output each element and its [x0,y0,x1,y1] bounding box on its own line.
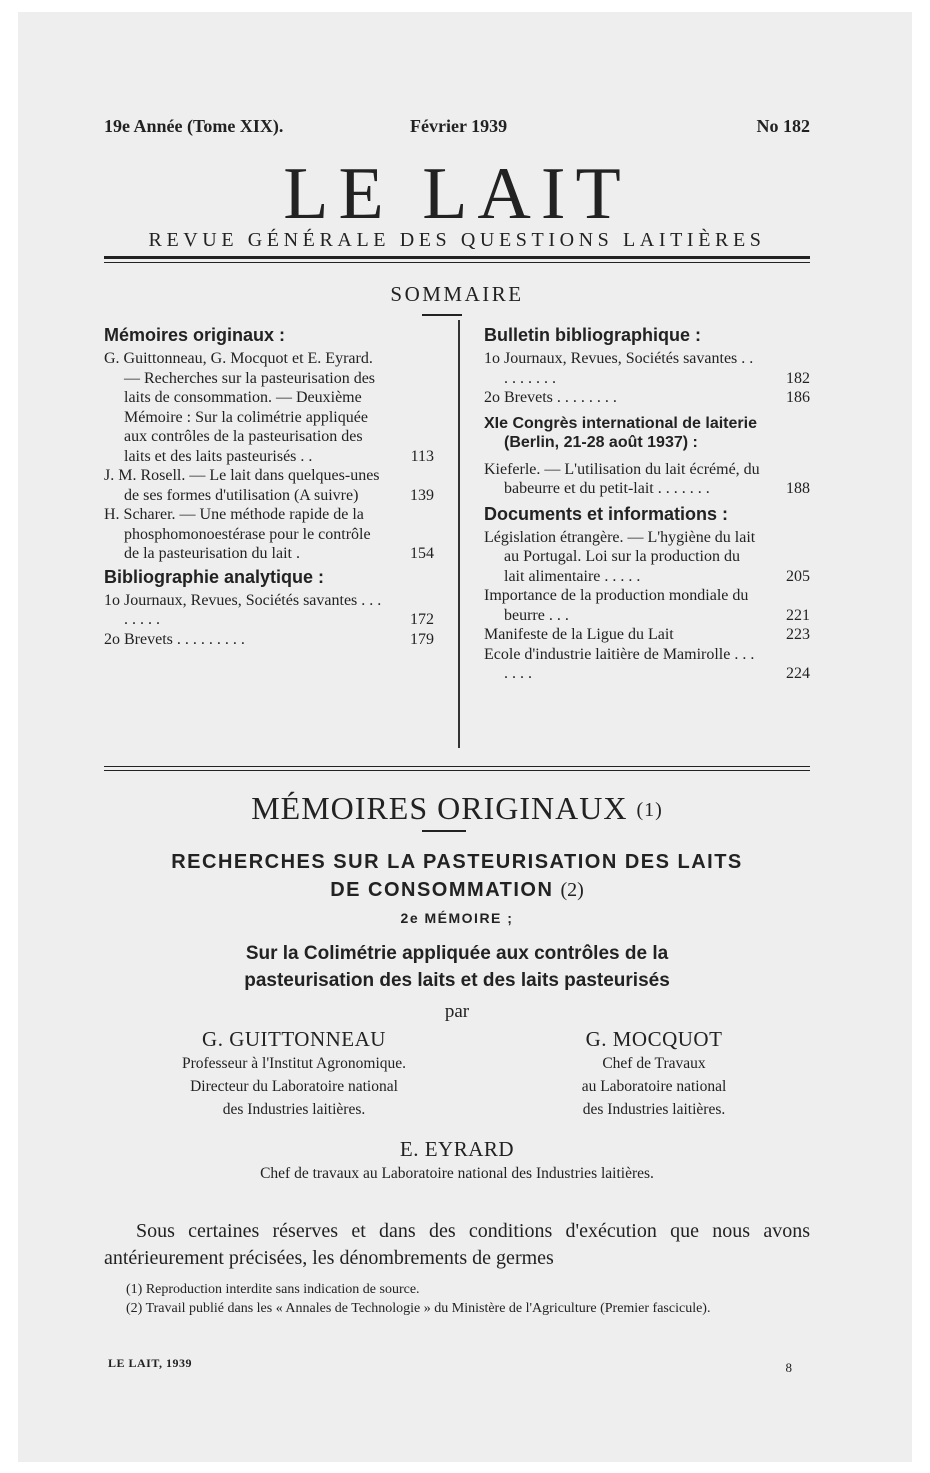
toc-page-number: 186 [786,389,810,406]
toc-page-number: 139 [410,486,434,504]
author-affiliation: des Industries laitières. [222,1101,366,1118]
toc-entry-text: Kieferle. — L'utilisation du lait écrémé, du babeurre et du petit-lait . . . . . . . [484,460,760,497]
memoire-label: 2e MÉMOIRE ; [400,910,514,926]
article-subtitle-line2: pasteurisation des laits et des laits pasteurisés [244,970,670,991]
article-footnote-ref: (2) [560,879,584,901]
toc-section-title: XIe Congrès international de laiterie (Berlin, 21-28 août 1937) : [484,414,757,451]
toc-entry-text: Législation étrangère. — L'hygiène du lait au Portugal. Loi sur la production du lait alimentaire . . . . . [484,528,756,585]
section-title [104,790,810,827]
article-title [104,848,810,904]
toc-section-title: Documents et informations : [484,503,729,524]
toc-page-number: 172 [410,611,434,628]
toc-entry-text: Ecole d'industrie laitière de Mamirolle . . . . . . . [484,645,755,682]
body-text: Sous certaines réserves et dans des conditions d'exécution que nous avons antérieurement précisées, les dénombrements de germes [104,1220,810,1269]
author-name: E. EYRARD [399,1137,515,1161]
toc-entry [484,528,810,587]
toc-page-number: 113 [410,447,434,465]
author-affiliation: Chef de Travaux [602,1055,706,1072]
toc-entry [104,349,434,466]
toc-page-number: 179 [410,630,434,648]
sommaire-heading: SOMMAIRE [390,282,524,306]
toc-entry [484,625,810,645]
footnote: (1) Reproduction interdite sans indication de source. [126,1282,420,1297]
journal-title: LE LAIT [283,153,631,235]
toc-page-number: 223 [786,626,810,643]
toc-section-title: Bibliographie analytique : [104,566,325,587]
footnotes [104,1280,810,1318]
column-separator [458,320,460,748]
toc-page-number: 188 [786,480,810,497]
toc-entry [484,645,810,684]
issue-number: No 182 [756,116,810,136]
sommaire-right-column [484,322,810,684]
issue-header [104,116,810,140]
title-rule-thin [104,262,810,263]
section-footnote-ref: (1) [636,799,663,821]
sommaire-left-column [104,322,434,649]
toc-entry [484,460,810,499]
toc-entry-text: Manifeste de la Ligue du Lait [484,626,674,643]
toc-section-title: Bulletin bibliographique : [484,325,701,345]
toc-entry [104,505,434,564]
author-affiliation: des Industries laitières. [582,1101,726,1118]
by-label: par [444,1001,470,1022]
toc-entry [104,630,434,650]
author-affiliation: au Laboratoire national [581,1078,727,1095]
toc-entry [104,591,434,630]
author-affiliation: Directeur du Laboratoire national [190,1078,398,1095]
toc-entry [484,349,810,388]
issue-date: Février 1939 [410,116,508,136]
journal-subtitle: REVUE GÉNÉRALE DES QUESTIONS LAITIÈRES [148,229,766,251]
author-affiliation: Professeur à l'Institut Agronomique. [181,1055,407,1072]
article-subtitle [104,940,810,994]
toc-page-number: 224 [786,665,810,682]
title-rule-thick [104,256,810,259]
article-subtitle-line1: Sur la Colimétrie appliquée aux contrôles de la [245,943,669,964]
author-block [514,1026,794,1121]
article-title-line1: RECHERCHES SUR LA PASTEURISATION DES LAITS [171,851,743,873]
author-block [104,1136,810,1185]
toc-page-number: 182 [786,369,810,387]
author-block [104,1026,484,1121]
issue-year-tome: 19e Année (Tome XIX). [104,116,284,136]
toc-entry-text: J. M. Rosell. — Le lait dans quelques-unes de ses formes d'utilisation (A suivre) [104,467,380,504]
toc-entry-text: 2o Brevets . . . . . . . . [484,389,617,406]
toc-entry-text: G. Guittonneau, G. Mocquot et E. Eyrard. — Recherches sur la pasteurisation des laits de consommation. — Deuxième Mémoire : Sur la colimétrie appliquée aux contrôles de la pasteurisation des laits et des laits pasteurisés . . [104,350,376,465]
toc-page-number: 154 [410,545,434,562]
toc-entry [484,388,810,408]
toc-entry-text: 1o Journaux, Revues, Sociétés savantes . . . . . . . . [104,591,382,628]
author-name: G. GUITTONNEAU [202,1027,386,1051]
toc-entry-text: Importance de la production mondiale du beurre . . . [484,587,749,624]
toc-entry [104,466,434,505]
section-title-text: MÉMOIRES ORIGINAUX [251,790,628,826]
sommaire-bottom-rule-2 [104,770,810,771]
sommaire-underline [422,314,462,316]
page-footer-journal: LE LAIT, 1939 [108,1356,192,1370]
toc-entry-text: 1o Journaux, Revues, Sociétés savantes . . . . . . . . . [484,350,754,387]
sommaire-bottom-rule [104,766,810,767]
section-title-underline [422,830,466,832]
toc-page-number: 205 [786,567,810,585]
toc-entry-text: 2o Brevets . . . . . . . . . [104,630,245,648]
body-paragraph [104,1218,810,1272]
author-name: G. MOCQUOT [585,1027,723,1051]
toc-entry-text: H. Scharer. — Une méthode rapide de la phosphomonoestérase pour le contrôle de la pasteurisation du lait . [104,506,371,562]
article-title-line2: DE CONSOMMATION [330,879,554,901]
toc-section-title: Mémoires originaux : [104,325,286,345]
page-footer-number: 8 [785,1360,792,1375]
toc-entry [484,586,810,625]
footnote: (2) Travail publié dans les « Annales de Technologie » du Ministère de l'Agriculture (Premier fascicule). [126,1301,711,1316]
toc-page-number: 221 [786,606,810,624]
author-affiliation: Chef de travaux au Laboratoire national des Industries laitières. [260,1165,654,1182]
